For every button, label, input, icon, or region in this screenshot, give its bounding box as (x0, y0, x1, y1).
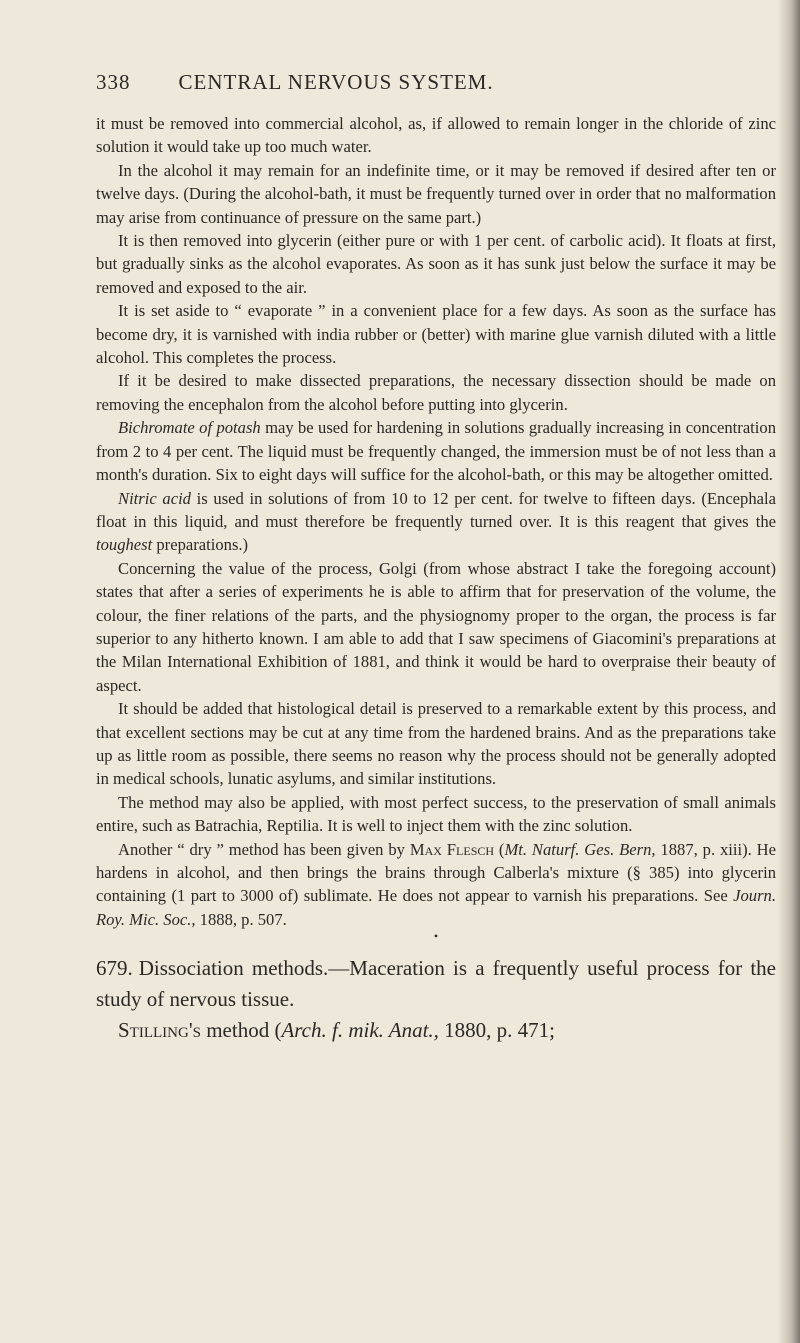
paragraph: Concerning the value of the process, Golgi (from whose abstract I take the foregoing account) states that after a series of experiments he is able to affirm that for preservation of the volume, the colour, the finer relations of the parts, and the physiognomy proper to the organ, the process is far superior to any hitherto known. I am able to add that I saw specimens of Giacomini's preparations at the Milan International Exhibition of 1881, and think it would be hard to overpraise their beauty of aspect. (96, 558, 776, 695)
paragraph-text: ( (494, 839, 505, 859)
paragraph: In the alcohol it may remain for an indefinite time, or it may be removed if desired after ten or twelve days. (During the alcohol-bath, it must be frequently turned over in order that no malformation may arise from continuance of pressure on the same part.) (96, 160, 776, 227)
section-number: 679. (96, 956, 133, 981)
paragraph-text: 1887, p. xiii). He hardens in alcohol, and then brings the brains through Calberla's mixture (§ 385) into glycerin containing (1 part to 3000 of) sublimate. He does not appear to varnish his preparations. See (96, 839, 777, 906)
paragraph-bichromate (96, 416, 776, 486)
citation: Arch. f. mik. Anat., (281, 1018, 439, 1043)
paragraph: The method may also be applied, with most perfect success, to the preservation of small animals entire, such as Batrachia, Reptilia. It is well to inject them with the zinc solution. (96, 792, 776, 836)
chapter-title: CENTRAL NERVOUS SYSTEM. (178, 70, 494, 94)
section-title: Dissociation methods. (138, 956, 329, 981)
term-bichromate: Bichromate of potash (118, 418, 261, 438)
paragraph-text: method ( (200, 1018, 282, 1043)
body-text (96, 112, 776, 1046)
paragraph-flesch (96, 838, 776, 932)
paragraph-stilling (96, 1015, 776, 1046)
paragraph-text: 1888, p. 507. (195, 909, 287, 929)
paragraph-text: Another “ dry ” method has been given by (118, 839, 410, 859)
page-number: 338 (96, 70, 131, 94)
paragraph-text: may be used for hardening in solutions gradually increasing in concentration from 2 to 4 per cent. The liquid must be frequently changed, the immersion must be of not less than a month's duration. Six to eight days will suffice for the alcohol-bath, or this may be altogether omitted. (96, 418, 776, 485)
paragraph: It is set aside to “ evaporate ” in a convenient place for a few days. As soon as the surface has become dry, it is varnished with india rubber or (better) with marine glue varnish diluted with a little alcohol. This completes the process. (96, 301, 776, 368)
section-heading (96, 953, 776, 1015)
paragraph-nitric (96, 487, 776, 557)
term-nitric-acid: Nitric acid (118, 488, 191, 508)
citation: Mt. Naturf. Ges. Bern, (504, 839, 656, 859)
paragraph-text: 1880, p. 471; (438, 1018, 556, 1043)
citation: Journ. Roy. Mic. Soc., (96, 886, 776, 929)
author-name: Stilling's (118, 1018, 201, 1043)
paragraph: If it be desired to make dissected preparations, the necessary dissection should be made on removing the encephalon from the alcohol before putting into glycerin. (96, 371, 776, 414)
running-head (96, 70, 776, 95)
paragraph: It is then removed into glycerin (either pure or with 1 per cent. of carbolic acid). It floats at first, but gradually sinks as the alcohol evaporates. As soon as it has sunk just below the surface it may be removed and exposed to the air. (96, 231, 776, 297)
separator-dot: • (433, 929, 439, 944)
paragraph: it must be removed into commercial alcohol, as, if allowed to remain longer in the chloride of zinc solution it would take up too much water. (96, 114, 776, 157)
page-edge-shadow (778, 0, 800, 1343)
paragraph-text: preparations.) (152, 535, 249, 555)
section-text: —Maceration is a frequently useful process for the study of nervous tissue. (96, 956, 776, 1012)
author-name: Max Flesch (409, 839, 495, 859)
paragraph-text: is used in solutions of from 10 to 12 per cent. for twelve to fifteen days. (Encephala float in this liquid, and must therefore be frequently turned over. It is this reagent that gives the (96, 488, 776, 531)
paragraph: It should be added that histological detail is preserved to a remarkable extent by this process, and that excellent sections may be cut at any time from the hardened brains. And as the preparations take up as little room as possible, there seems no reason why the process should not be generally adopted in medical schools, lunatic asylums, and similar institutions. (96, 699, 776, 789)
emphasis: toughest (96, 535, 153, 555)
